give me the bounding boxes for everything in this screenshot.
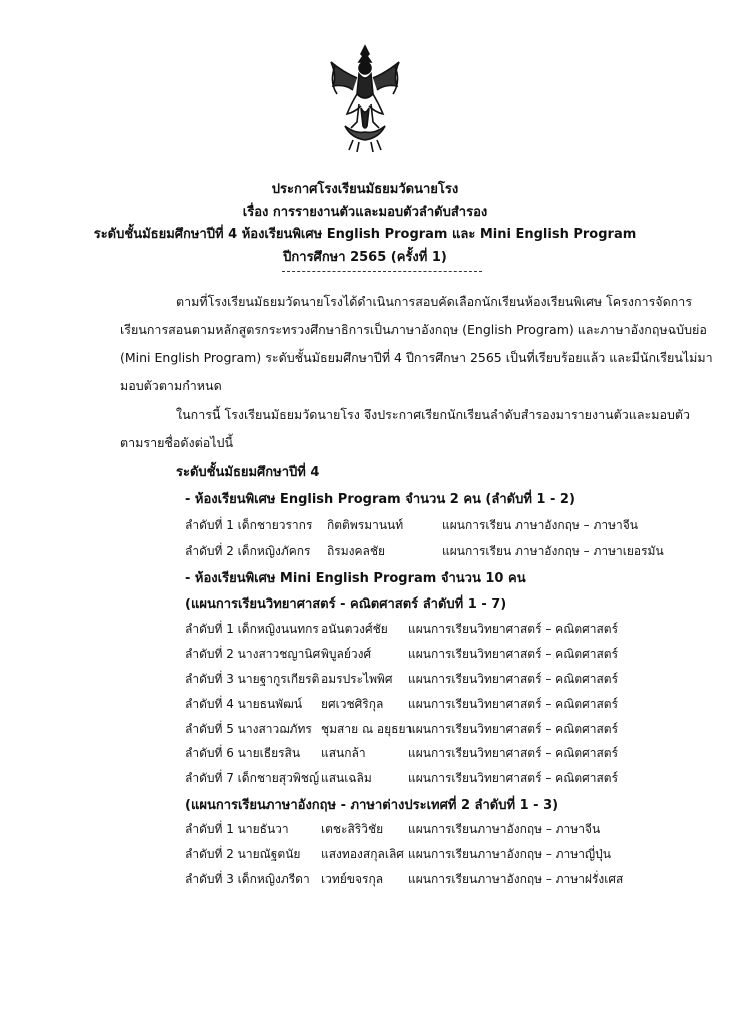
paragraph-2-line-1: ในการนี้ โรงเรียนมัธยมวัดนายโรง จึงประกาศเรียกนักเรียนลำดับสำรองมารายงานตัวและมอบตัว (176, 407, 691, 422)
announcement-level: ระดับชั้นมัธยมศึกษาปีที่ 4 ห้องเรียนพิเศษ English Program และ Mini English Program (93, 227, 637, 242)
student-order-name: ลำดับที่ 7 เด็กชายสุวพิชญ์ (185, 771, 320, 785)
student-order-name: ลำดับที่ 3 นายฐากูรเกียรติ (185, 672, 320, 686)
student-order-name: ลำดับที่ 1 นายธันวา (185, 822, 289, 836)
student-surname: ยศเวชศิริกุล (321, 697, 384, 711)
announcement-year: ปีการศึกษา 2565 (ครั้งที่ 1) (283, 250, 447, 265)
student-surname: พิบูลย์วงศ์ (321, 647, 372, 661)
student-surname: อนันตวงศ์ชัย (321, 622, 388, 636)
mep-section-title: - ห้องเรียนพิเศษ Mini English Program จำนวน 10 คน (185, 571, 526, 586)
student-order-name: ลำดับที่ 3 เด็กหญิงภรีดา (185, 872, 310, 886)
study-plan: แผนการเรียนวิทยาศาสตร์ – คณิตศาสตร์ (408, 672, 619, 686)
study-plan: แผนการเรียน ภาษาอังกฤษ – ภาษาจีน (442, 518, 638, 532)
study-plan: แผนการเรียนวิทยาศาสตร์ – คณิตศาสตร์ (408, 771, 619, 785)
student-surname: แสงทองสกุลเลิศ (321, 847, 404, 861)
announcement-title: ประกาศโรงเรียนมัธยมวัดนายโรง (271, 182, 459, 197)
ep-section-title: - ห้องเรียนพิเศษ English Program จำนวน 2 คน (ลำดับที่ 1 - 2) (185, 492, 575, 507)
science-plan-heading: (แผนการเรียนวิทยาศาสตร์ - คณิตศาสตร์ ลำดับที่ 1 - 7) (185, 597, 507, 612)
study-plan: แผนการเรียนภาษาอังกฤษ – ภาษาจีน (408, 822, 601, 836)
student-surname: ถิรมงคลชัย (327, 544, 386, 558)
announcement-subject: เรื่อง การรายงานตัวและมอบตัวลำดับสำรอง (242, 205, 488, 220)
student-order-name: ลำดับที่ 2 นายณัฐตนัย (185, 847, 301, 861)
student-surname: แสนกล้า (321, 746, 366, 760)
student-order-name: ลำดับที่ 1 เด็กชายวรากร (185, 518, 313, 532)
divider (282, 271, 482, 272)
grade-level-heading: ระดับชั้นมัธยมศึกษาปีที่ 4 (176, 465, 320, 480)
paragraph-1-line-3: (Mini English Program) ระดับชั้นมัธยมศึกษาปีที่ 4 ปีการศึกษา 2565 เป็นที่เรียบร้อยแล้ว และมีนักเรียนไม่มา (120, 350, 713, 365)
student-surname: ชุมสาย ณ อยุธยา (321, 722, 413, 736)
student-order-name: ลำดับที่ 4 นายธนพัฒน์ (185, 697, 303, 711)
student-surname: แสนเฉลิม (321, 771, 372, 785)
study-plan: แผนการเรียนวิทยาศาสตร์ – คณิตศาสตร์ (408, 647, 619, 661)
study-plan: แผนการเรียนวิทยาศาสตร์ – คณิตศาสตร์ (408, 697, 619, 711)
language-plan-heading: (แผนการเรียนภาษาอังกฤษ - ภาษาต่างประเทศที่ 2 ลำดับที่ 1 - 3) (185, 798, 559, 813)
study-plan: แผนการเรียนภาษาอังกฤษ – ภาษาฝรั่งเศส (408, 872, 624, 886)
garuda-emblem-icon (323, 42, 407, 154)
student-order-name: ลำดับที่ 5 นางสาวฌภัทร (185, 722, 312, 736)
student-surname: กิตติพรมานนท์ (327, 518, 404, 532)
study-plan: แผนการเรียนภาษาอังกฤษ – ภาษาญี่ปุ่น (408, 847, 611, 861)
paragraph-1-line-1: ตามที่โรงเรียนมัธยมวัดนายโรงได้ดำเนินการสอบคัดเลือกนักเรียนห้องเรียนพิเศษ โครงการจัดการ (176, 294, 693, 309)
student-surname: เวทย์ขจรกุล (321, 872, 384, 886)
study-plan: แผนการเรียนวิทยาศาสตร์ – คณิตศาสตร์ (408, 622, 619, 636)
student-order-name: ลำดับที่ 2 นางสาวชญานิศ (185, 647, 321, 661)
student-order-name: ลำดับที่ 1 เด็กหญิงนนทกร (185, 622, 319, 636)
student-surname: เตชะสิริวิชัย (321, 822, 384, 836)
study-plan: แผนการเรียนวิทยาศาสตร์ – คณิตศาสตร์ (408, 746, 619, 760)
student-order-name: ลำดับที่ 2 เด็กหญิงภัคกร (185, 544, 311, 558)
student-order-name: ลำดับที่ 6 นายเธียรสิน (185, 746, 301, 760)
student-surname: อมรประไพพิศ (321, 672, 393, 686)
paragraph-1-line-4: มอบตัวตามกำหนด (120, 378, 222, 393)
study-plan: แผนการเรียนวิทยาศาสตร์ – คณิตศาสตร์ (408, 722, 619, 736)
paragraph-1-line-2: เรียนการสอนตามหลักสูตรกระทรวงศึกษาธิการเป็นภาษาอังกฤษ (English Program) และภาษาอังกฤษฉบับย่อ (120, 322, 707, 337)
paragraph-2-line-2: ตามรายชื่อดังต่อไปนี้ (120, 435, 234, 450)
study-plan: แผนการเรียน ภาษาอังกฤษ – ภาษาเยอรมัน (442, 544, 664, 558)
